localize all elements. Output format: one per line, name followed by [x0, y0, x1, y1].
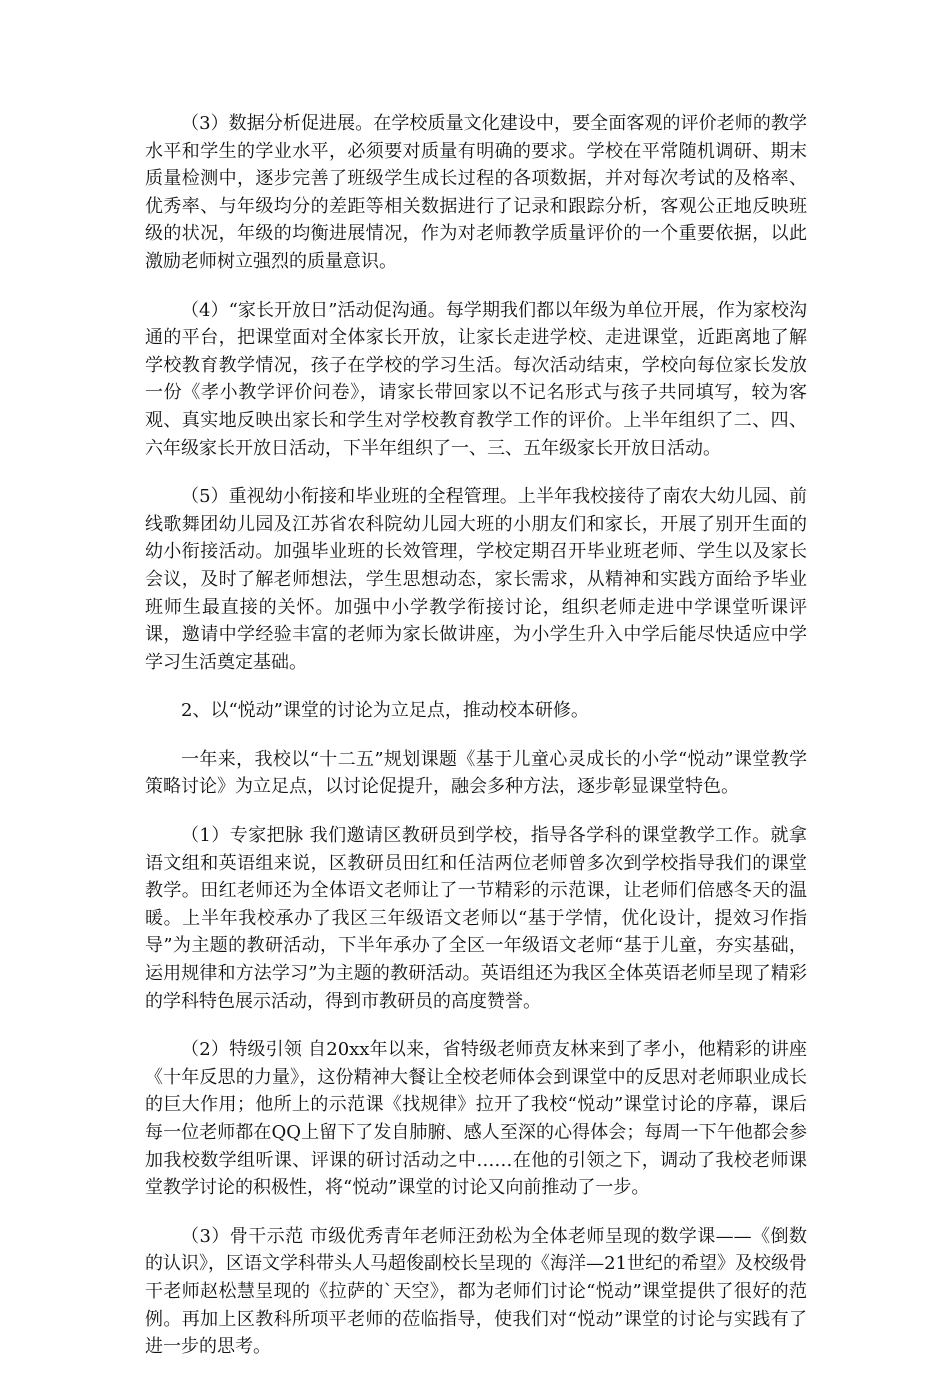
paragraph-expert-guidance: （1）专家把脉 我们邀请区教研员到学校，指导各学科的课堂教学工作。就拿语文组和英语组来说，区教研员田红和任洁两位老师曾多次到学校指导我们的课堂教学。田红老师还为全体语文老师让了一节精彩的示范课，让老师们倍感冬天的温暖。上半年我校承办了我区三年级语文老师以“基于学情，优化设计，提效习作指导”为主题的教研活动，下半年承办了全区一年级语文老师“基于儿童，夯实基础，运用规律和方法学习”为主题的教研活动。英语组还为我区全体英语老师呈现了精彩的学科特色展示活动，得到市教研员的高度赞誉。: [145, 825, 807, 1012]
paragraph-data-analysis: （3）数据分析促进展。在学校质量文化建设中，要全面客观的评价老师的教学水平和学生的学业水平，必须要对质量有明确的要求。学校在平常随机调研、期末质量检测中，逐步完善了班级学生成长过程的各项数据，并对每次考试的及格率、优秀率、与年级均分的差距等相关数据进行了记录和跟踪分析，客观公正地反映班级的状况，年级的均衡进展情况，作为对老师教学质量评价的一个重要依据，以此激励老师树立强烈的质量意识。: [145, 113, 807, 272]
paragraph-transition-management: （5）重视幼小衔接和毕业班的全程管理。上半年我校接待了南农大幼儿园、前线歌舞团幼儿园及江苏省农科院幼儿园大班的小朋友们和家长，开展了别开生面的幼小衔接活动。加强毕业班的长效管理，学校定期召开毕业班老师、学生以及家长会议，及时了解老师想法，学生思想动态，家长需求，从精神和实践方面给予毕业班师生最直接的关怀。加强中小学教学衔接讨论，组织老师走进中学课堂听课评课，邀请中学经验丰富的老师为家长做讲座，为小学生升入中学后能尽快适应中学学习生活奠定基础。: [145, 486, 807, 673]
paragraph-backbone-demonstration: （3）骨干示范 市级优秀青年老师汪劲松为全体老师呈现的数学课——《倒数的认识》，区语文学科带头人马超俊副校长呈现的《海洋—21世纪的希望》及校级骨干老师赵松慧呈现的《拉萨的`天空》，都为老师们讨论“悦动”课堂提供了很好的范例。再加上区教科所项平老师的莅临指导，使我们对“悦动”课堂的讨论与实践有了进一步的思考。: [145, 1225, 807, 1358]
paragraph-parent-open-day: （4）“家长开放日”活动促沟通。每学期我们都以年级为单位开展，作为家校沟通的平台，把课堂面对全体家长开放，让家长走进学校、走进课堂，近距离地了解学校教育教学情况，孩子在学校的学习生活。每次活动结束，学校向每位家长发放一份《孝小教学评价问卷》，请家长带回家以不记名形式与孩子共同填写，较为客观、真实地反映出家长和学生对学校教育教学工作的评价。上半年组织了二、四、六年级家长开放日活动，下半年组织了一、三、五年级家长开放日活动。: [145, 299, 807, 459]
paragraph-special-teacher-leading: （2）特级引领 自20xx年以来，省特级老师贲友林来到了孝小，他精彩的讲座《十年反思的力量》，这份精神大餐让全校老师体会到课堂中的反思对老师职业成长的巨大作用；他所上的示范课《找规律》拉开了我校“悦动”课堂讨论的序幕，课后每一位老师都在QQ上留下了发自肺腑、感人至深的心得体会；每周一下午他都会参加我校数学组听课、评课的研讨活动之中……在他的引领之下，调动了我校老师课堂教学讨论的积极性，将“悦动”课堂的讨论又向前推动了一步。: [145, 1039, 807, 1199]
document-body: [145, 110, 807, 1382]
section-heading-yuedong-classroom: 2、以“悦动”课堂的讨论为立足点，推动校本研修。: [181, 700, 589, 722]
paragraph-research-intro: 一年来，我校以“十二五”规划课题《基于儿童心灵成长的小学“悦动”课堂教学策略讨论》为立足点，以讨论促提升，融会多种方法，逐步彰显课堂特色。: [145, 748, 807, 798]
